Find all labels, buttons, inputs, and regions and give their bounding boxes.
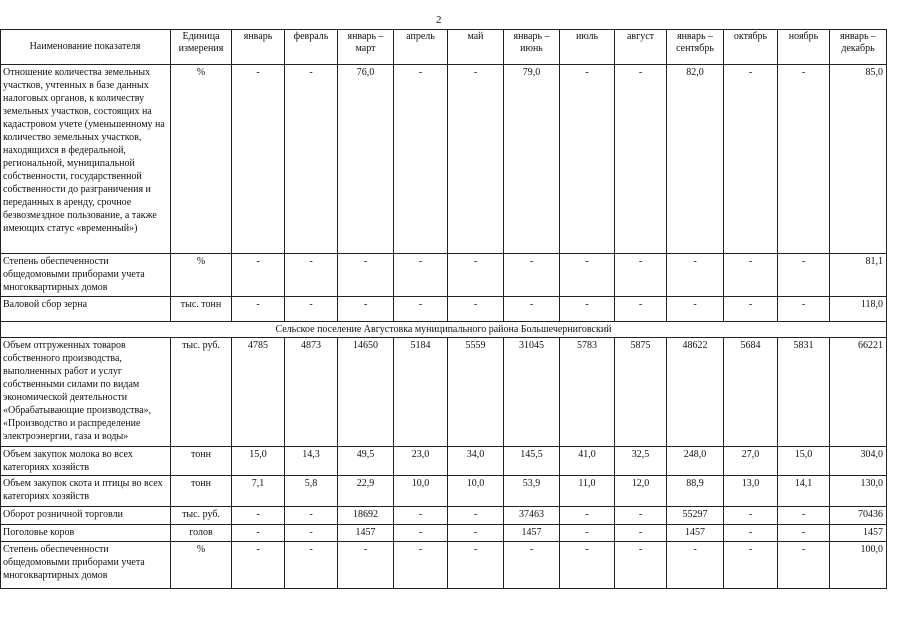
value-cell: - (448, 65, 504, 254)
value-cell: 10,0 (394, 476, 448, 507)
value-cell: - (394, 254, 448, 297)
value-cell: 48622 (667, 338, 724, 447)
indicator-unit: % (171, 65, 232, 254)
value-cell: 34,0 (448, 447, 504, 476)
value-cell: - (615, 297, 667, 322)
value-cell: 53,9 (504, 476, 560, 507)
value-cell: - (232, 254, 285, 297)
value-cell: - (778, 65, 830, 254)
header-indicator-name: Наименование показателя (1, 30, 171, 65)
value-cell: 27,0 (724, 447, 778, 476)
value-cell: - (338, 542, 394, 589)
value-cell: - (778, 525, 830, 542)
value-cell: 5559 (448, 338, 504, 447)
value-cell: 118,0 (830, 297, 887, 322)
value-cell: 31045 (504, 338, 560, 447)
header-period: январь – сентябрь (667, 30, 724, 65)
indicator-name: Поголовье коров (1, 525, 171, 542)
value-cell: - (448, 507, 504, 525)
value-cell: 15,0 (778, 447, 830, 476)
value-cell: 23,0 (394, 447, 448, 476)
value-cell: 248,0 (667, 447, 724, 476)
value-cell: 32,5 (615, 447, 667, 476)
value-cell: - (448, 297, 504, 322)
value-cell: - (504, 542, 560, 589)
value-cell: 1457 (338, 525, 394, 542)
value-cell: - (338, 297, 394, 322)
header-period: май (448, 30, 504, 65)
indicator-name: Степень обеспеченности общедомовыми приборами учета многоквартирных домов (1, 542, 171, 589)
table-row (1, 297, 887, 322)
table-row (1, 525, 887, 542)
value-cell: 49,5 (338, 447, 394, 476)
indicator-unit: тонн (171, 476, 232, 507)
table-row (1, 338, 887, 447)
value-cell: - (285, 525, 338, 542)
value-cell: - (778, 254, 830, 297)
value-cell: - (560, 525, 615, 542)
value-cell: - (448, 542, 504, 589)
value-cell: 41,0 (560, 447, 615, 476)
header-period: август (615, 30, 667, 65)
value-cell: - (560, 254, 615, 297)
value-cell: 81,1 (830, 254, 887, 297)
value-cell: - (560, 65, 615, 254)
value-cell: 1457 (830, 525, 887, 542)
header-period: февраль (285, 30, 338, 65)
value-cell: 5875 (615, 338, 667, 447)
table-row (1, 447, 887, 476)
value-cell: - (778, 507, 830, 525)
value-cell: - (560, 542, 615, 589)
value-cell: 70436 (830, 507, 887, 525)
value-cell: - (560, 297, 615, 322)
header-period: апрель (394, 30, 448, 65)
value-cell: 14,3 (285, 447, 338, 476)
indicator-unit: тыс. тонн (171, 297, 232, 322)
value-cell: - (615, 525, 667, 542)
table-row (1, 254, 887, 297)
value-cell: - (724, 297, 778, 322)
value-cell: - (615, 65, 667, 254)
value-cell: 14650 (338, 338, 394, 447)
value-cell: 55297 (667, 507, 724, 525)
value-cell: - (778, 542, 830, 589)
value-cell: - (448, 525, 504, 542)
value-cell: 85,0 (830, 65, 887, 254)
value-cell: 15,0 (232, 447, 285, 476)
value-cell: 1457 (667, 525, 724, 542)
value-cell: - (724, 254, 778, 297)
value-cell: - (504, 254, 560, 297)
section-title: Сельское поселение Августовка муниципального района Большечерниговский (1, 322, 887, 338)
value-cell: - (394, 65, 448, 254)
value-cell: - (285, 542, 338, 589)
header-period: ноябрь (778, 30, 830, 65)
value-cell: 7,1 (232, 476, 285, 507)
indicator-name: Объем отгруженных товаров собственного производства, выполненных работ и услуг собственными силами по видам экономической деятельности «Обрабатывающие производства», «Производство и распределение электроэнергии, газа и воды» (1, 338, 171, 447)
indicators-table (0, 29, 887, 589)
value-cell: 5184 (394, 338, 448, 447)
table-row (1, 507, 887, 525)
value-cell: 100,0 (830, 542, 887, 589)
header-period: январь – декабрь (830, 30, 887, 65)
value-cell: - (394, 297, 448, 322)
value-cell: - (448, 254, 504, 297)
value-cell: 88,9 (667, 476, 724, 507)
header-period: январь (232, 30, 285, 65)
value-cell: 5783 (560, 338, 615, 447)
value-cell: 5831 (778, 338, 830, 447)
indicator-name: Объем закупок молока во всех категориях хозяйств (1, 447, 171, 476)
value-cell: - (667, 254, 724, 297)
value-cell: 10,0 (448, 476, 504, 507)
value-cell: 22,9 (338, 476, 394, 507)
value-cell: 66221 (830, 338, 887, 447)
header-unit: Единица измерения (171, 30, 232, 65)
value-cell: - (615, 254, 667, 297)
value-cell: 14,1 (778, 476, 830, 507)
header-period: январь – март (338, 30, 394, 65)
page-number: 2 (436, 14, 442, 26)
table-row (1, 476, 887, 507)
value-cell: - (338, 254, 394, 297)
indicator-name: Валовой сбор зерна (1, 297, 171, 322)
value-cell: - (615, 542, 667, 589)
indicator-unit: % (171, 254, 232, 297)
value-cell: - (285, 297, 338, 322)
value-cell: 11,0 (560, 476, 615, 507)
value-cell: - (394, 525, 448, 542)
header-period: январь – июнь (504, 30, 560, 65)
value-cell: 12,0 (615, 476, 667, 507)
value-cell: - (778, 297, 830, 322)
value-cell: - (724, 65, 778, 254)
value-cell: - (232, 525, 285, 542)
indicator-name: Оборот розничной торговли (1, 507, 171, 525)
value-cell: 145,5 (504, 447, 560, 476)
indicator-name: Степень обеспеченности общедомовыми приборами учета многоквартирных домов (1, 254, 171, 297)
value-cell: 76,0 (338, 65, 394, 254)
value-cell: - (232, 297, 285, 322)
value-cell: - (667, 542, 724, 589)
value-cell: - (232, 507, 285, 525)
value-cell: 4785 (232, 338, 285, 447)
indicator-unit: тыс. руб. (171, 507, 232, 525)
value-cell: - (667, 297, 724, 322)
indicator-name: Объем закупок скота и птицы во всех категориях хозяйств (1, 476, 171, 507)
header-period: октябрь (724, 30, 778, 65)
table-header-row (1, 30, 887, 65)
value-cell: - (232, 65, 285, 254)
value-cell: - (504, 297, 560, 322)
indicator-unit: голов (171, 525, 232, 542)
value-cell: - (285, 507, 338, 525)
table-row (1, 65, 887, 254)
value-cell: 79,0 (504, 65, 560, 254)
value-cell: 5684 (724, 338, 778, 447)
value-cell: 18692 (338, 507, 394, 525)
value-cell: - (232, 542, 285, 589)
value-cell: 82,0 (667, 65, 724, 254)
value-cell: 304,0 (830, 447, 887, 476)
value-cell: - (615, 507, 667, 525)
indicator-unit: тыс. руб. (171, 338, 232, 447)
value-cell: 1457 (504, 525, 560, 542)
value-cell: - (724, 542, 778, 589)
value-cell: 37463 (504, 507, 560, 525)
header-period: июль (560, 30, 615, 65)
table-row (1, 542, 887, 589)
indicator-name: Отношение количества земельных участков, учтенных в базе данных налоговых органов, к количеству земельных участков, состоящих на кадастровом учете (уменьшенному на количество земельных участков, находящихся в федеральной, региональной, муниципальной собственности, государственной собственности до разграничения и переданных в аренду, срочное безвозмездное пользование, а также имеющих статус «временный») (1, 65, 171, 254)
value-cell: 130,0 (830, 476, 887, 507)
value-cell: - (285, 254, 338, 297)
indicator-unit: % (171, 542, 232, 589)
value-cell: - (724, 525, 778, 542)
value-cell: - (560, 507, 615, 525)
value-cell: - (724, 507, 778, 525)
value-cell: 5,8 (285, 476, 338, 507)
indicator-unit: тонн (171, 447, 232, 476)
value-cell: - (394, 542, 448, 589)
value-cell: 13,0 (724, 476, 778, 507)
section-row (1, 322, 887, 338)
value-cell: - (394, 507, 448, 525)
value-cell: 4873 (285, 338, 338, 447)
value-cell: - (285, 65, 338, 254)
